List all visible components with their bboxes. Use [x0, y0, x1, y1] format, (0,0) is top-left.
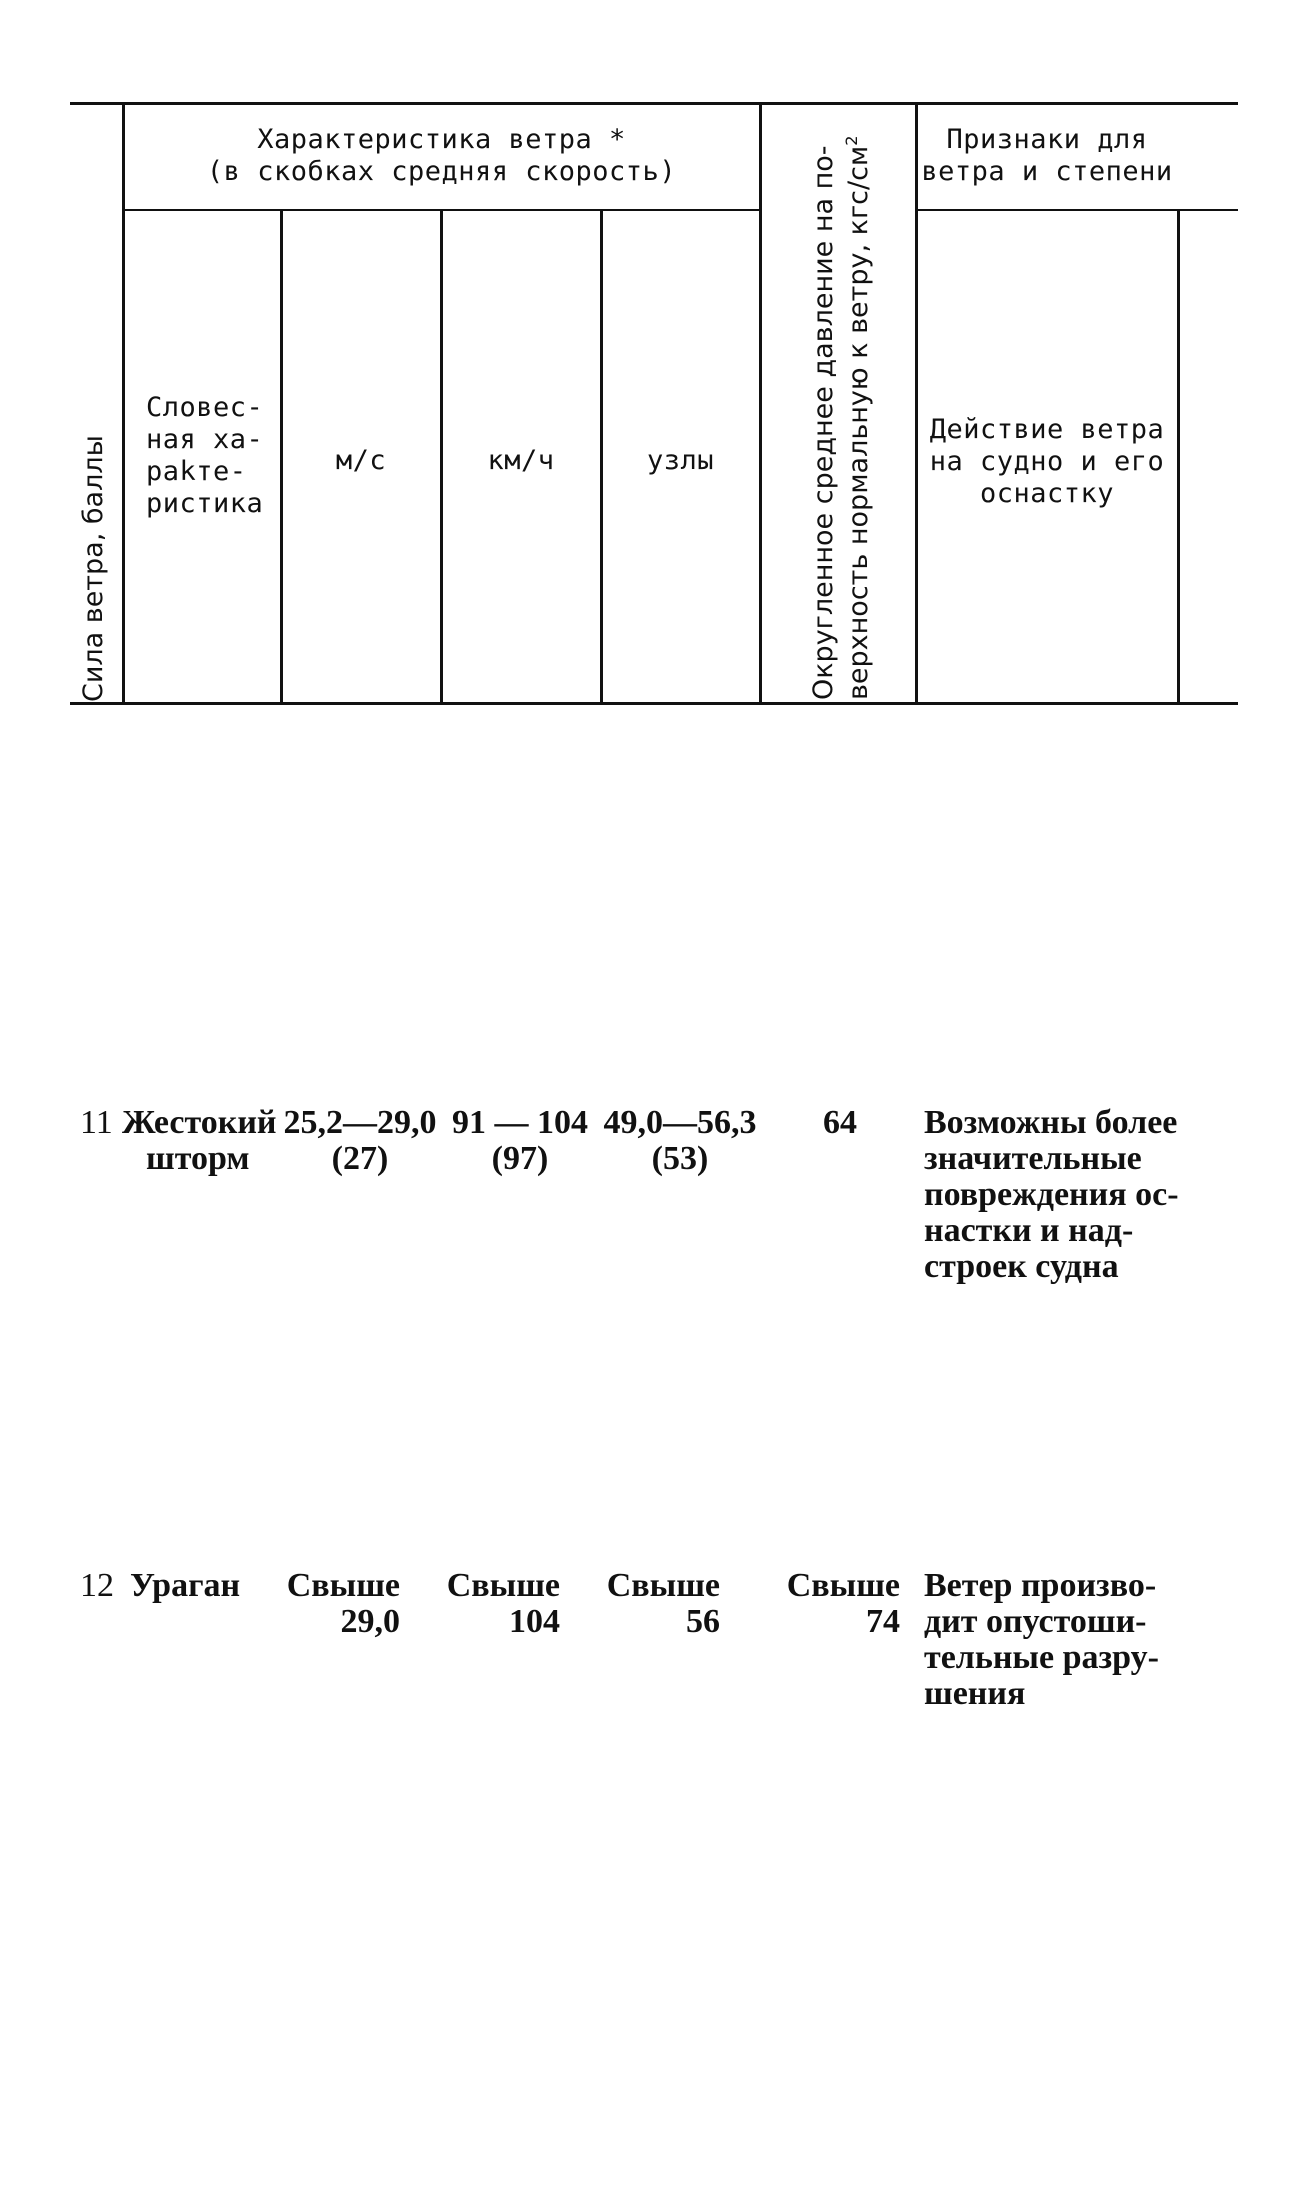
header-ms: м/с [335, 445, 387, 476]
row11-kmh-avg: (97) [491, 1140, 549, 1177]
header-action [917, 414, 1177, 510]
group-signs-underline [916, 209, 1238, 211]
row12-ms-line2: 29,0 [340, 1603, 400, 1640]
row11-action-line3: повреждения ос- [924, 1176, 1179, 1213]
row12-kmh-line2: 104 [509, 1603, 560, 1640]
row11-ms-avg: (27) [331, 1140, 389, 1177]
header-verbal-line3: рakте- [146, 456, 247, 487]
header-verbal-line2: ная ха- [146, 424, 264, 455]
header-kmh: км/ч [487, 445, 555, 476]
header-signs-line2: ветра и степени [921, 156, 1173, 187]
header-knots: узлы [646, 445, 715, 476]
row11-knots [600, 1105, 760, 1177]
header-bottom-rule [70, 702, 1238, 705]
row12-action-line4: шения [924, 1675, 1026, 1712]
row12-verbal: Ураган [130, 1567, 241, 1604]
col-divider-5 [759, 104, 762, 704]
row12-pressure-line2: 74 [866, 1603, 900, 1640]
row11-action [924, 1105, 1182, 1285]
row11-pressure: 64 [823, 1104, 857, 1141]
row12-knots-line1: Свыше [606, 1567, 720, 1604]
header-action-line2: на судно и его [929, 446, 1165, 477]
row12-knots-line2: 56 [686, 1603, 720, 1640]
header-wind-group-line1: Характеристика ветра * [257, 124, 626, 155]
row11-action-line5: строек судна [924, 1248, 1119, 1285]
row11-kmh-range: 91 — 104 [452, 1104, 588, 1141]
row11-verbal-line1: Жестокий [122, 1104, 277, 1141]
row12-action-line2: дит опустоши- [924, 1603, 1147, 1640]
header-signs-line1: Признаки для [946, 124, 1148, 155]
header-action-line1: Действие ветра [929, 414, 1165, 445]
row12-kmh-line1: Свыше [446, 1567, 560, 1604]
row12-force: 12 [80, 1567, 114, 1604]
header-verbal-line1: Словес- [146, 392, 264, 423]
header-wind-group [124, 124, 759, 188]
row11-action-line1: Возможны более [924, 1104, 1178, 1141]
row12-ms [280, 1568, 400, 1640]
row11-verbal-line2: шторм [146, 1140, 250, 1177]
row12-ms-line1: Свыше [286, 1567, 400, 1604]
row11-action-line4: настки и над- [924, 1212, 1134, 1249]
row11-force: 11 [80, 1104, 113, 1141]
row12-pressure [760, 1568, 900, 1640]
row12-knots [600, 1568, 720, 1640]
col-divider-7 [1177, 210, 1180, 704]
header-pressure-line2 [842, 135, 874, 700]
header-pressure-line1: Округленное среднее давление на по- [808, 145, 839, 700]
row11-ms-range: 25,2—29,0 [283, 1104, 437, 1141]
header-verbal-line4: ристика [146, 488, 264, 519]
col-divider-6 [915, 104, 918, 704]
col-divider-1 [122, 104, 125, 704]
header-verbal [126, 392, 276, 520]
header-action-line3: оснастку [979, 478, 1115, 509]
row11-ms [280, 1105, 440, 1177]
header-wind-force: Сила ветра, баллы [78, 435, 109, 702]
header-pressure-line2-text: верхность нормальную к ветру, кгс/см [843, 145, 874, 700]
header-pressure-superscript: 2 [842, 135, 861, 146]
row11-action-line2: значительные [924, 1140, 1142, 1177]
row11-knots-avg: (53) [651, 1140, 709, 1177]
row12-action-line3: тельные разру- [924, 1639, 1159, 1676]
header-signs-group [917, 124, 1177, 188]
table-top-rule [70, 102, 1238, 105]
row11-verbal [122, 1105, 282, 1177]
row12-pressure-line1: Свыше [786, 1567, 900, 1604]
row12-action [924, 1568, 1182, 1712]
row12-kmh [440, 1568, 560, 1640]
row11-knots-range: 49,0—56,3 [603, 1104, 757, 1141]
row11-kmh [440, 1105, 600, 1177]
header-wind-group-line2: (в скобках средняя скорость) [206, 156, 677, 187]
row12-action-line1: Ветер произво- [924, 1567, 1157, 1604]
